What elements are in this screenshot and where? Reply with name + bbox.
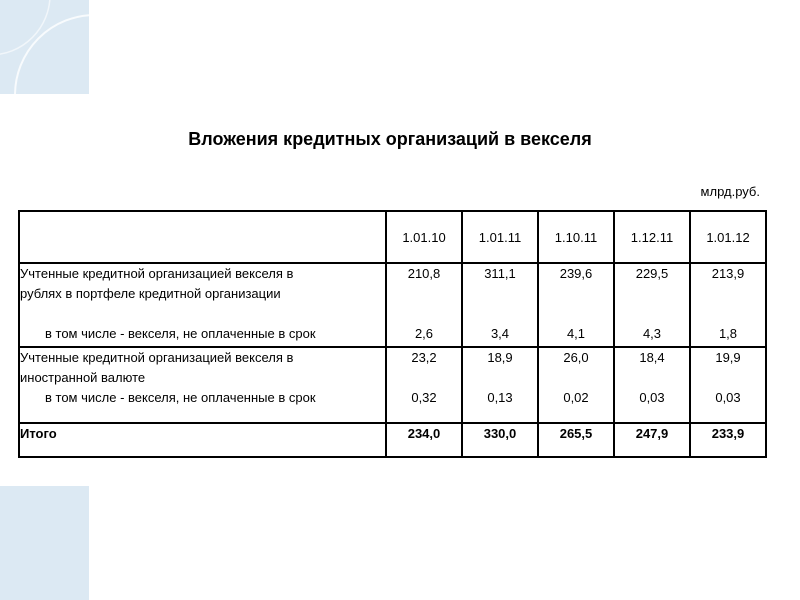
table-row-rubles <box>19 263 766 347</box>
sub-value: 3,4 <box>490 326 510 341</box>
corner-decoration-bottom <box>0 486 89 600</box>
sub-value: 0,03 <box>715 390 741 405</box>
row-label-line: иностранной валюте <box>20 370 146 385</box>
value: 229,5 <box>635 266 669 281</box>
units-label: млрд.руб. <box>700 184 760 199</box>
value-cell <box>538 347 614 423</box>
total-value: 234,0 <box>386 423 462 457</box>
value-cell <box>538 263 614 347</box>
sub-value: 0,03 <box>639 390 665 405</box>
row-label <box>19 263 386 347</box>
value: 18,9 <box>487 350 513 365</box>
column-header: 1.12.11 <box>614 211 690 263</box>
value-cell <box>462 347 538 423</box>
slide-title: Вложения кредитных организаций в векселя <box>188 129 592 149</box>
value: 311,1 <box>484 266 516 281</box>
value: 210,8 <box>407 266 441 281</box>
row-label <box>19 347 386 423</box>
table-row-foreign-currency <box>19 347 766 423</box>
row-label-line: рублях в портфеле кредитной организации <box>20 286 281 301</box>
sub-value: 2,6 <box>414 326 434 341</box>
column-header: 1.10.11 <box>538 211 614 263</box>
value-cell <box>614 263 690 347</box>
sub-value: 4,1 <box>566 326 586 341</box>
sub-value: 0,13 <box>487 390 513 405</box>
total-value: 330,0 <box>462 423 538 457</box>
value-cell <box>386 347 462 423</box>
total-value: 265,5 <box>538 423 614 457</box>
bills-table <box>18 210 767 458</box>
total-label: Итого <box>19 423 386 457</box>
value: 239,6 <box>559 266 593 281</box>
column-header: 1.01.12 <box>690 211 766 263</box>
value-cell <box>386 263 462 347</box>
value-cell <box>462 263 538 347</box>
value-cell <box>690 347 766 423</box>
corner-decoration-top <box>0 0 89 94</box>
total-value: 247,9 <box>614 423 690 457</box>
total-value: 233,9 <box>690 423 766 457</box>
column-header: 1.01.10 <box>386 211 462 263</box>
value: 23,2 <box>411 350 437 365</box>
sub-value: 0,32 <box>411 390 437 405</box>
header-row <box>19 211 766 263</box>
row-label-line: Учтенные кредитной организацией векселя в <box>20 266 294 281</box>
value: 19,9 <box>715 350 741 365</box>
value: 213,9 <box>711 266 745 281</box>
value-cell <box>690 263 766 347</box>
column-header: 1.01.11 <box>462 211 538 263</box>
sub-row-label: в том числе - векселя, не оплаченные в срок <box>45 390 316 405</box>
header-label-cell <box>19 211 386 263</box>
value: 26,0 <box>563 350 589 365</box>
sub-value: 4,3 <box>642 326 662 341</box>
value: 18,4 <box>639 350 665 365</box>
sub-value: 0,02 <box>563 390 589 405</box>
table-row-total <box>19 423 766 457</box>
row-label-line: Учтенные кредитной организацией векселя в <box>20 350 294 365</box>
value-cell <box>614 347 690 423</box>
sub-row-label: в том числе - векселя, не оплаченные в срок <box>45 326 316 341</box>
sub-value: 1,8 <box>718 326 738 341</box>
